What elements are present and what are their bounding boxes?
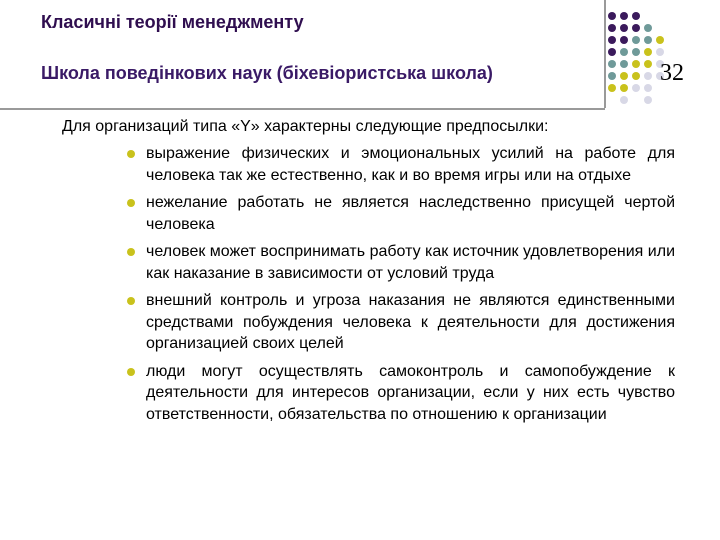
decorative-dot xyxy=(608,36,616,44)
decorative-dot xyxy=(620,72,628,80)
decorative-dot xyxy=(644,12,652,20)
decorative-dot xyxy=(644,84,652,92)
dot-grid-decoration xyxy=(606,10,666,106)
intro-text: Для организаций типа «Y» характерны следующие предпосылки: xyxy=(62,118,549,135)
decorative-dot xyxy=(632,96,640,104)
decorative-dot xyxy=(620,60,628,68)
decorative-dot xyxy=(656,36,664,44)
decorative-dot xyxy=(620,96,628,104)
horizontal-divider xyxy=(0,108,605,110)
bullet-text: нежелание работать не является наследственно присущей чертой человека xyxy=(146,194,675,233)
bullet-dot-icon xyxy=(127,368,135,376)
decorative-dot xyxy=(644,24,652,32)
decorative-dot xyxy=(620,48,628,56)
decorative-dot xyxy=(644,60,652,68)
bullet-item xyxy=(122,361,675,426)
bullet-item xyxy=(122,143,675,186)
bullet-list xyxy=(122,143,675,431)
decorative-dot xyxy=(608,48,616,56)
decorative-dot xyxy=(656,24,664,32)
decorative-dot xyxy=(608,24,616,32)
decorative-dot xyxy=(644,96,652,104)
decorative-dot xyxy=(632,84,640,92)
slide-title: Класичні теорії менеджменту xyxy=(41,12,304,32)
decorative-dot xyxy=(656,96,664,104)
decorative-dot xyxy=(644,36,652,44)
decorative-dot xyxy=(632,72,640,80)
decorative-dot xyxy=(608,84,616,92)
slide-subtitle: Школа поведінкових наук (біхевіористська школа) xyxy=(41,63,493,83)
decorative-dot xyxy=(620,24,628,32)
bullet-text: люди могут осуществлять самоконтроль и самопобуждение к деятельности для интересов организации, если у них есть чувство ответственности, обязательства по отношению к организации xyxy=(146,362,675,423)
decorative-dot xyxy=(632,60,640,68)
bullet-text: человек может воспринимать работу как источник удовлетворения или как наказание в зависимости от условий труда xyxy=(146,243,675,282)
decorative-dot xyxy=(608,96,616,104)
bullet-text: выражение физических и эмоциональных усилий на работе для человека так же естественно, как и во время игры или на отдыхе xyxy=(146,145,675,184)
decorative-dot xyxy=(632,12,640,20)
bullet-item xyxy=(122,192,675,235)
bullet-dot-icon xyxy=(127,248,135,256)
bullet-dot-icon xyxy=(127,150,135,158)
bullet-dot-icon xyxy=(127,199,135,207)
bullet-dot-icon xyxy=(127,297,135,305)
bullet-text: внешний контроль и угроза наказания не являются единственными средствами побуждения человека к деятельности для достижения организацией своих целей xyxy=(146,292,675,352)
bullet-item xyxy=(122,241,675,284)
decorative-dot xyxy=(632,48,640,56)
decorative-dot xyxy=(620,36,628,44)
decorative-dot xyxy=(656,12,664,20)
decorative-dot xyxy=(620,84,628,92)
decorative-dot xyxy=(644,72,652,80)
decorative-dot xyxy=(632,36,640,44)
decorative-dot xyxy=(656,48,664,56)
bullet-item xyxy=(122,290,675,355)
decorative-dot xyxy=(608,72,616,80)
page-number: 32 xyxy=(660,60,684,86)
decorative-dot xyxy=(632,24,640,32)
decorative-dot xyxy=(608,12,616,20)
decorative-dot xyxy=(620,12,628,20)
decorative-dot xyxy=(644,48,652,56)
decorative-dot xyxy=(608,60,616,68)
